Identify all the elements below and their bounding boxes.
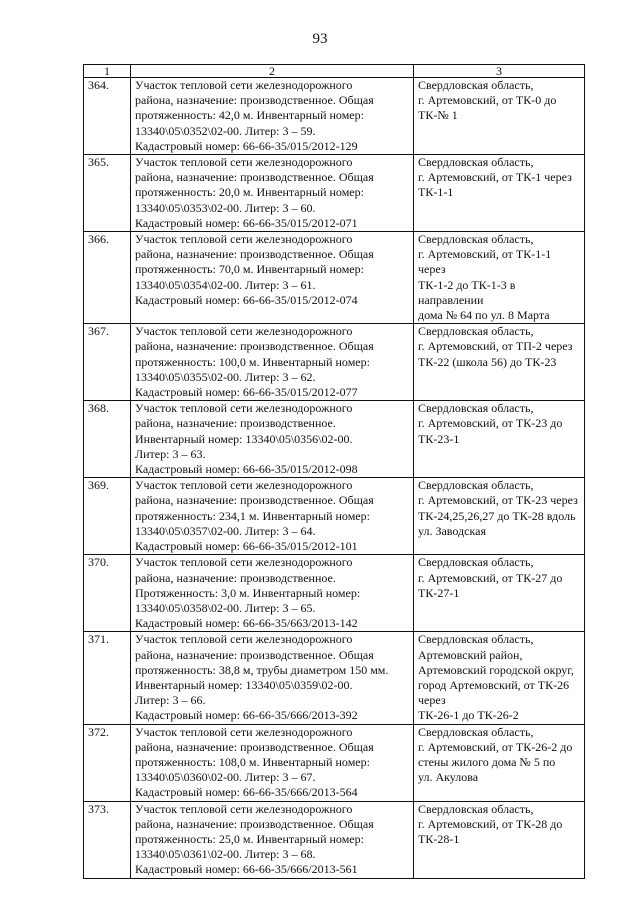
object-location — [414, 324, 585, 401]
object-location — [414, 78, 585, 155]
column-header-3: 3 — [414, 65, 585, 78]
location-text: Свердловская область, г. Артемовский, от ТК-28 до ТК-28-1 — [418, 801, 563, 846]
object-location — [414, 401, 585, 478]
row-number: 372. — [84, 724, 131, 801]
table-row — [84, 78, 585, 155]
object-description — [131, 632, 414, 724]
table-header-row — [84, 65, 585, 78]
registry-table — [83, 64, 585, 879]
object-description — [131, 324, 414, 401]
row-number: 369. — [84, 478, 131, 555]
description-text: Участок тепловой сети железнодорожного района, назначение: производственное. Общая протяженность: 70,0 м. Инвентарный номер: 13340\05\0354\02-00. Литер: 3 – 61. Кадастровый номер: 66-66-35/015/2012-074 — [135, 232, 374, 307]
object-location — [414, 555, 585, 632]
location-text: Свердловская область, г. Артемовский, от ТК-0 до ТК-№ 1 — [418, 78, 557, 123]
object-description — [131, 478, 414, 555]
row-number: 368. — [84, 401, 131, 478]
location-text: Свердловская область, г. Артемовский, от ТК-23 через ТК-24,25,26,27 до ТК-28 вдоль ул. Заводская — [418, 478, 578, 538]
object-description — [131, 555, 414, 632]
object-location — [414, 801, 585, 878]
object-description — [131, 724, 414, 801]
table-row — [84, 401, 585, 478]
row-number: 364. — [84, 78, 131, 155]
object-location — [414, 724, 585, 801]
object-location — [414, 232, 585, 324]
table-row — [84, 155, 585, 232]
description-text: Участок тепловой сети железнодорожного района, назначение: производственное. Общая протяженность: 42,0 м. Инвентарный номер: 13340\05\0352\02-00. Литер: 3 – 59. Кадастровый номер: 66-66-35/015/2012-129 — [135, 78, 374, 153]
description-text: Участок тепловой сети железнодорожного района, назначение: производственное. Общая протяженность: 100,0 м. Инвентарный номер: 13340\05\0355\02-00. Литер: 3 – 62. Кадастровый номер: 66-66-35/015/2012-077 — [135, 324, 374, 400]
row-number: 370. — [84, 555, 131, 632]
description-text: Участок тепловой сети железнодорожного района, назначение: производственное. Протяженность: 3,0 м. Инвентарный номер: 13340\05\0358\02-00. Литер: 3 – 65. Кадастровый номер: 66-66-35/663/2013-142 — [135, 555, 361, 631]
table-row — [84, 632, 585, 724]
object-description — [131, 401, 414, 478]
table-row — [84, 801, 585, 878]
column-header-2: 2 — [131, 65, 414, 78]
description-text: Участок тепловой сети железнодорожного района, назначение: производственное. Инвентарный номер: 13340\05\0356\02-00. Литер: 3 – 63. Кадастровый номер: 66-66-35/015/2012-098 — [135, 401, 358, 477]
object-description — [131, 801, 414, 878]
object-location — [414, 632, 585, 724]
column-header-1: 1 — [84, 65, 131, 78]
row-number: 367. — [84, 324, 131, 401]
table-row — [84, 724, 585, 801]
description-text: Участок тепловой сети железнодорожного района, назначение: производственное. Общая протяженность: 25,0 м. Инвентарный номер: 13340\05\0361\02-00. Литер: 3 – 68. Кадастровый номер: 66-66-35/666/2013-561 — [135, 801, 374, 877]
description-text: Участок тепловой сети железнодорожного района, назначение: производственное. Общая протяженность: 108,0 м. Инвентарный номер: 13340\05\0360\02-00. Литер: 3 – 67. Кадастровый номер: 66-66-35/666/2013-564 — [135, 724, 374, 800]
location-text: Свердловская область, г. Артемовский, от ТК-1-1 через ТК-1-2 до ТК-1-3 в направлении дома № 64 по ул. 8 Марта — [418, 232, 552, 323]
object-location — [414, 478, 585, 555]
page-number: 93 — [312, 31, 328, 47]
row-number: 366. — [84, 232, 131, 324]
object-description — [131, 155, 414, 232]
location-text: Свердловская область, г. Артемовский, от ТК-1 через ТК-1-1 — [418, 155, 572, 200]
location-text: Свердловская область, г. Артемовский, от ТК-27 до ТК-27-1 — [418, 555, 563, 600]
table-row — [84, 324, 585, 401]
location-text: Свердловская область, г. Артемовский, от ТК-23 до ТК-23-1 — [418, 401, 563, 446]
table-row — [84, 478, 585, 555]
table-row — [84, 232, 585, 324]
object-description — [131, 78, 414, 155]
location-text: Свердловская область, Артемовский район, Артемовский городской округ, город Артемовский, от ТК-26 через ТК-26-1 до ТК-26-2 — [418, 632, 574, 723]
location-text: Свердловская область, г. Артемовский, от ТП-2 через ТК-22 (школа 56) до ТК-23 — [418, 324, 573, 369]
location-text: Свердловская область, г. Артемовский, от ТК-26-2 до стены жилого дома № 5 по ул. Акулова — [418, 724, 573, 785]
row-number: 373. — [84, 801, 131, 878]
table-row — [84, 555, 585, 632]
object-description — [131, 232, 414, 324]
object-location — [414, 155, 585, 232]
row-number: 371. — [84, 632, 131, 724]
description-text: Участок тепловой сети железнодорожного района, назначение: производственное. Общая протяженность: 234,1 м. Инвентарный номер: 13340\05\0357\02-00. Литер: 3 – 64. Кадастровый номер: 66-66-35/015/2012-101 — [135, 478, 374, 554]
description-text: Участок тепловой сети железнодорожного района, назначение: производственное. Общая протяженность: 20,0 м. Инвентарный номер: 13340\05\0353\02-00. Литер: 3 – 60. Кадастровый номер: 66-66-35/015/2012-071 — [135, 155, 374, 230]
row-number: 365. — [84, 155, 131, 232]
description-text: Участок тепловой сети железнодорожного района, назначение: производственное. Общая протяженность: 38,8 м, трубы диаметром 150 мм. Инвентарный номер: 13340\05\0359\02-00. Литер: 3 – 66. Кадастровый номер: 66-66-35/666/2013-392 — [135, 632, 389, 723]
